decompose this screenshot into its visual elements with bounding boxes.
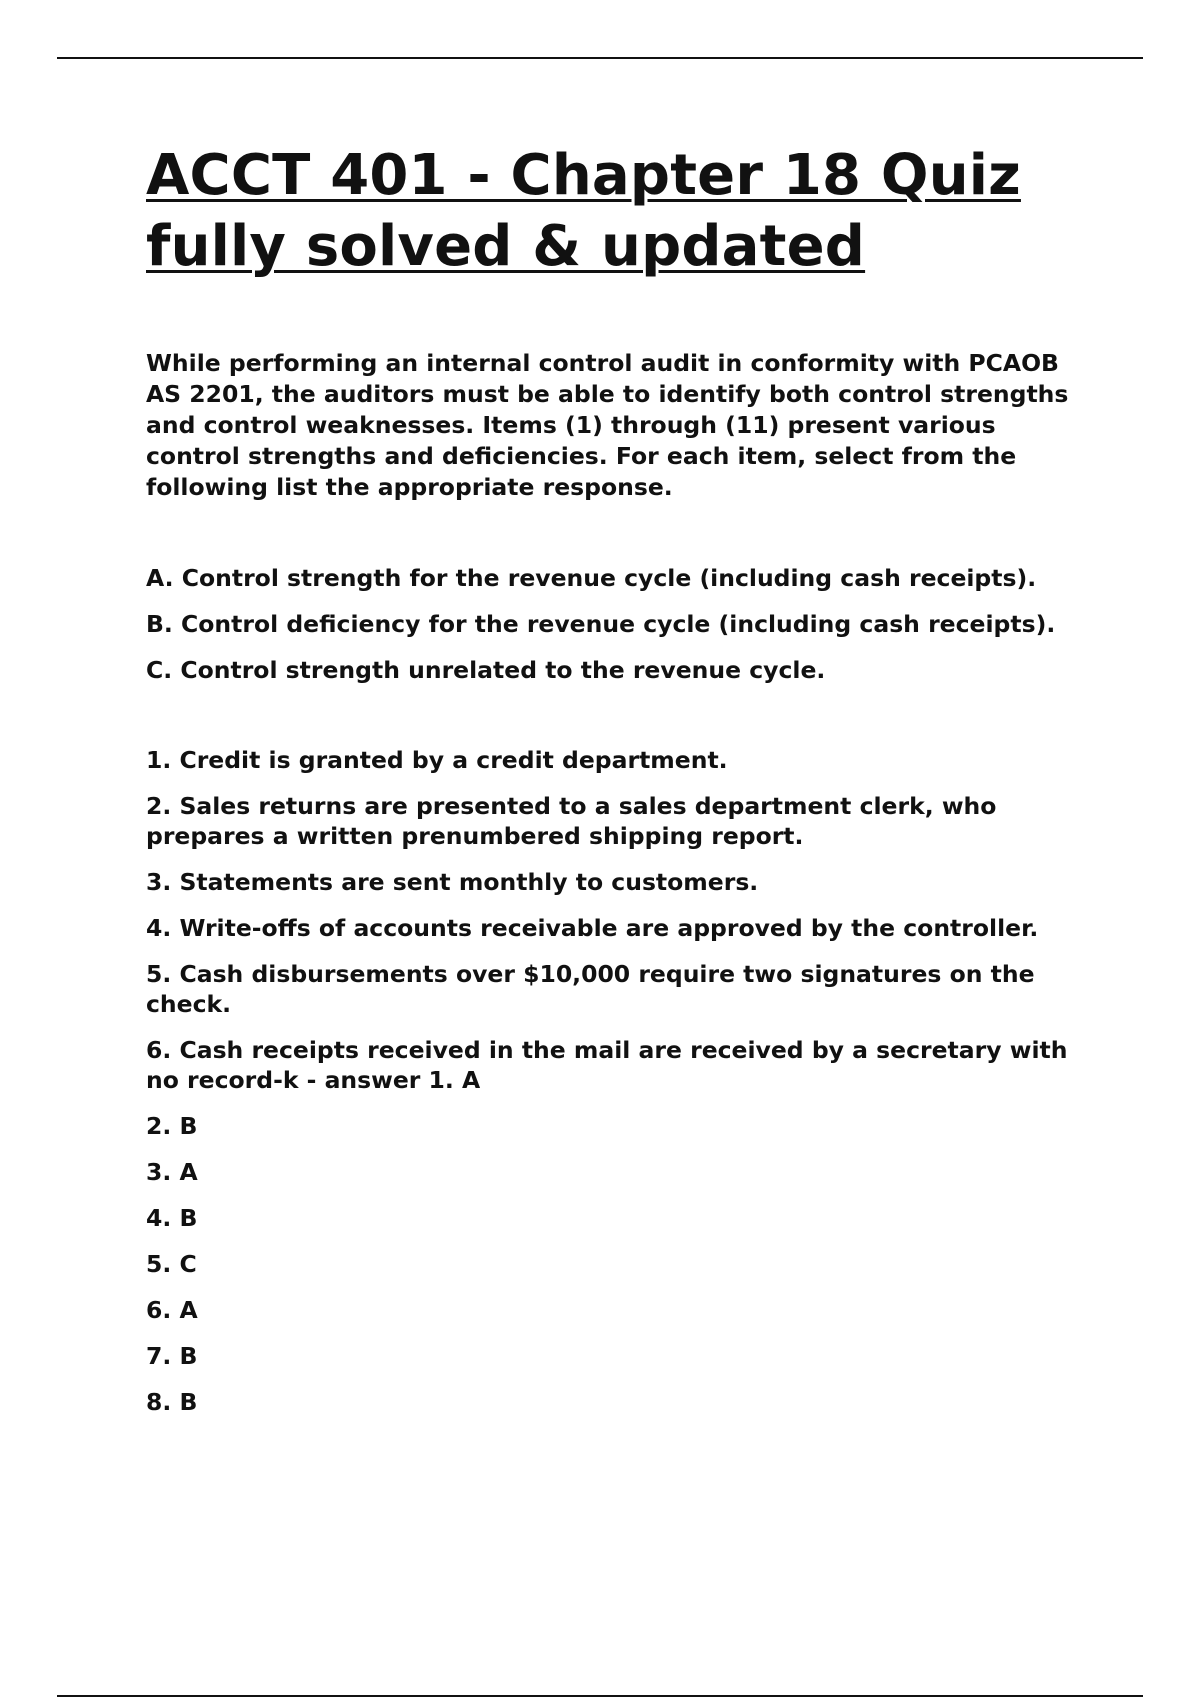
answer-2: 2. B [146,1112,198,1140]
option-a: A. Control strength for the revenue cycle (including cash receipts). [146,564,1037,592]
answer-5: 5. C [146,1250,197,1278]
answer-7: 7. B [146,1342,198,1370]
bottom-rule [57,1695,1143,1697]
answer-4: 4. B [146,1204,198,1232]
question-item-1: 1. Credit is granted by a credit department. [146,746,728,774]
option-b: B. Control deficiency for the revenue cycle (including cash receipts). [146,610,1056,638]
question-items [146,745,1091,1095]
top-rule [57,57,1143,59]
question-item-2: 2. Sales returns are presented to a sales department clerk, who prepares a written prenumbered shipping report. [146,792,997,850]
intro-paragraph: While performing an internal control audit in conformity with PCAOB AS 2201, the auditors must be able to identify both control strengths and control weaknesses. Items (1) through (11) present various control strengths and deficiencies. For each item, select from the following list the appropriate response. [146,349,1069,501]
question-item-6: 6. Cash receipts received in the mail are received by a secretary with no record-k - answer 1. A [146,1036,1068,1094]
answer-list [146,1111,1091,1417]
option-c: C. Control strength unrelated to the revenue cycle. [146,656,826,684]
response-options [146,563,1091,685]
question-item-4: 4. Write-offs of accounts receivable are approved by the controller. [146,914,1039,942]
answer-3: 3. A [146,1158,198,1186]
answer-6: 6. A [146,1296,198,1324]
question-item-5: 5. Cash disbursements over $10,000 require two signatures on the check. [146,960,1035,1018]
question-item-3: 3. Statements are sent monthly to customers. [146,868,759,896]
document-title: ACCT 401 - Chapter 18 Quiz fully solved & updated [146,143,1021,279]
answer-8: 8. B [146,1388,198,1416]
document-page [146,140,1091,1433]
